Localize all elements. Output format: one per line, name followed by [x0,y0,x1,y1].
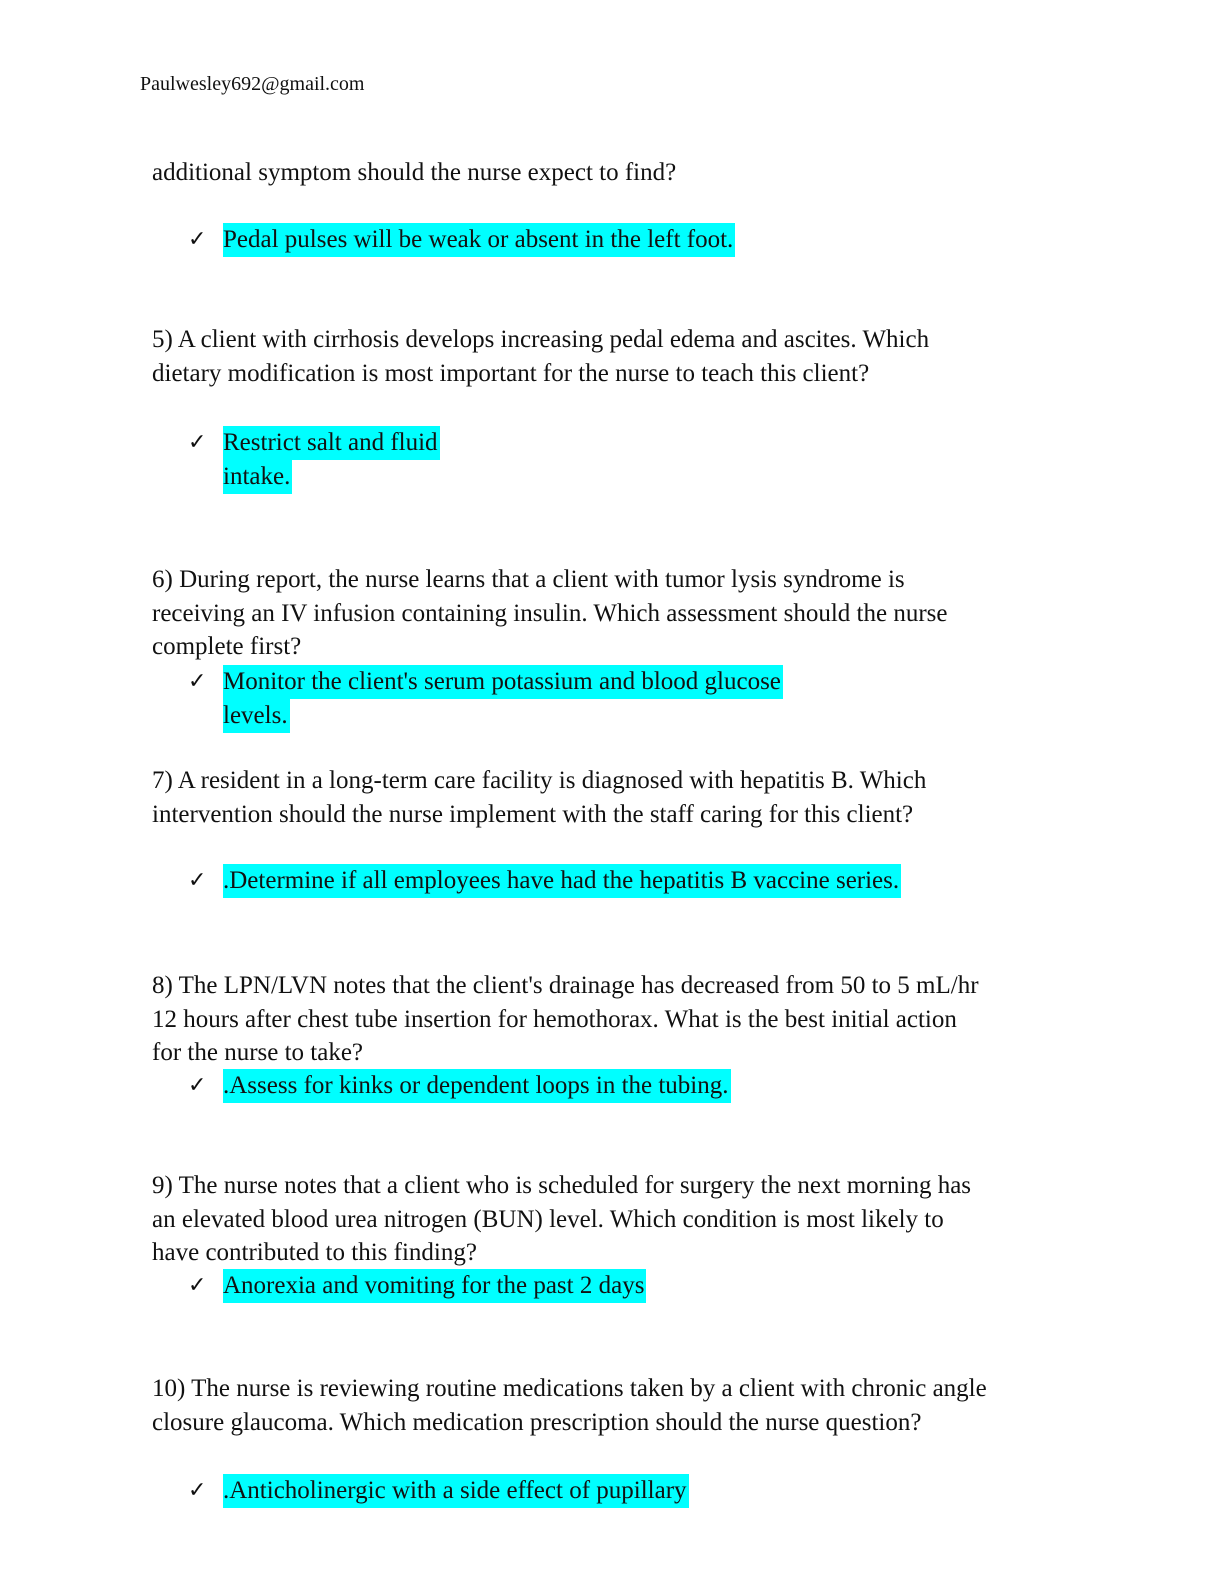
question-7 [152,764,1072,831]
check-icon: ✓ [188,1073,207,1098]
question-line: additional symptom should the nurse expect to find? [152,159,677,186]
question-line: 10) The nurse is reviewing routine medications taken by a client with chronic angle [152,1375,987,1402]
check-icon: ✓ [188,430,207,455]
answer-highlight: Monitor the client's serum potassium and blood glucose [223,665,783,699]
question-9 [152,1169,1072,1270]
answer-highlight: .Anticholinergic with a side effect of pupillary [223,1474,689,1508]
question-line: complete first? [152,633,302,660]
answer-highlight: Restrict salt and fluid [223,426,440,460]
question-line: receiving an IV infusion containing insulin. Which assessment should the nurse [152,599,948,627]
question-line: intervention should the nurse implement with the staff caring for this client? [152,800,914,828]
answer-highlight: Anorexia and vomiting for the past 2 days [223,1269,646,1303]
question-10 [152,1372,1072,1439]
question-line: have contributed to this finding? [152,1239,477,1266]
question-line: 8) The LPN/LVN notes that the client's drainage has decreased from 50 to 5 mL/hr [152,972,979,999]
question-5 [152,323,1072,390]
check-icon: ✓ [188,868,207,893]
answer-highlight: Pedal pulses will be weak or absent in the left foot. [223,223,735,257]
answer-highlight: .Determine if all employees have had the hepatitis B vaccine series. [223,864,901,898]
question-line: 7) A resident in a long-term care facility is diagnosed with hepatitis B. Which [152,767,927,794]
question-line: an elevated blood urea nitrogen (BUN) level. Which condition is most likely to [152,1205,944,1233]
check-icon: ✓ [188,669,207,694]
header-email: Paulwesley692@gmail.com [140,73,365,95]
question-8 [152,969,1072,1070]
answer-highlight: intake. [223,460,292,494]
question-line: dietary modification is most important for the nurse to teach this client? [152,359,870,387]
question-line: closure glaucoma. Which medication prescription should the nurse question? [152,1408,922,1436]
answer-highlight: .Assess for kinks or dependent loops in the tubing. [223,1069,731,1103]
answer-highlight: levels. [223,699,290,733]
question-line: for the nurse to take? [152,1039,364,1066]
check-icon: ✓ [188,1478,207,1503]
question-fragment [152,156,1072,190]
question-line: 12 hours after chest tube insertion for hemothorax. What is the best initial action [152,1005,957,1033]
question-6 [152,563,1072,664]
question-line: 9) The nurse notes that a client who is scheduled for surgery the next morning has [152,1172,972,1199]
check-icon: ✓ [188,1273,207,1298]
check-icon: ✓ [188,227,207,252]
question-line: 6) During report, the nurse learns that a client with tumor lysis syndrome is [152,566,905,593]
question-line: 5) A client with cirrhosis develops increasing pedal edema and ascites. Which [152,326,930,353]
